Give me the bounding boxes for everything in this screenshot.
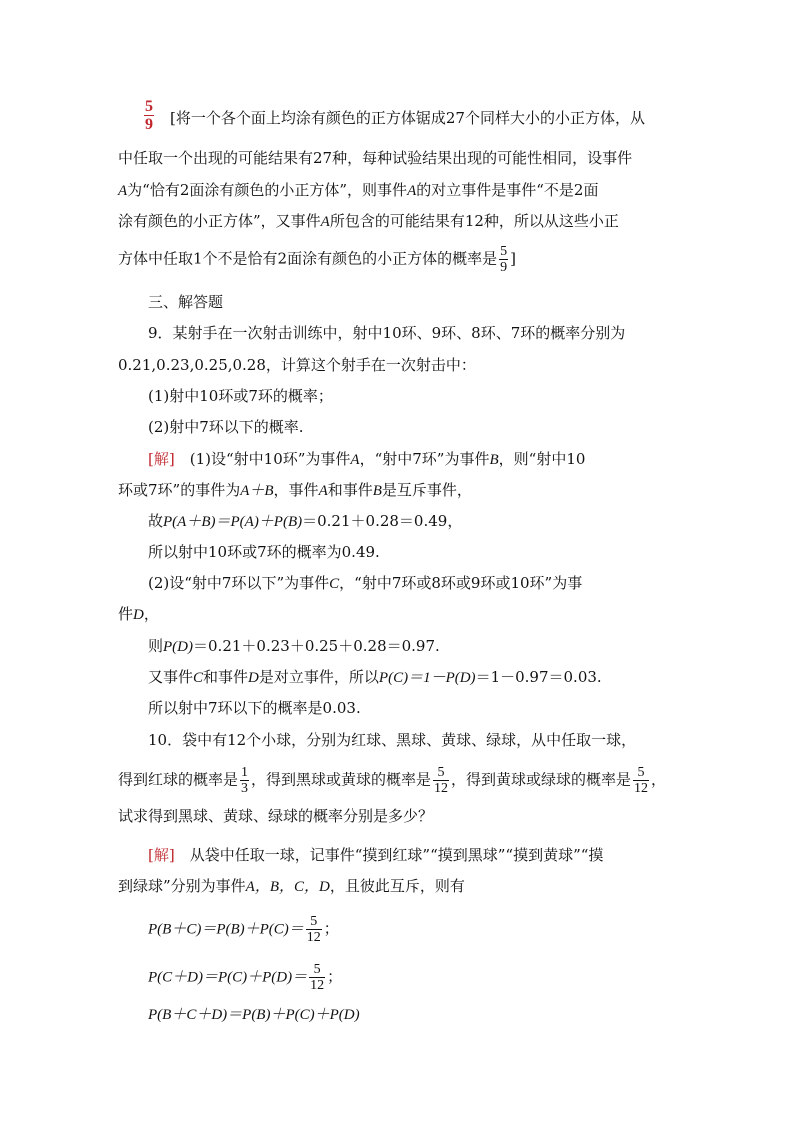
inline-fraction: $\frac{5}{12}$ <box>306 914 321 945</box>
q10-line1: 10．袋中有12个小球，分别为红球、黑球、黄球、绿球，从中任取一球， <box>148 731 637 749</box>
sol9-line6: 件D， <box>118 605 159 623</box>
inline-fraction: $\frac{1}{3}$ <box>241 765 249 796</box>
answer-denominator: 9 <box>145 116 153 133</box>
answer8-line3: A为“恰有2面涂有颜色的小正方体”，则事件A的对立事件是事件“不是2面 <box>118 181 599 199</box>
answer8-line2: 中任取一个出现的可能结果有27种，每种试验结果出现的可能性相同，设事件 <box>118 149 633 167</box>
answer8-line4: 涂有颜色的小正方体”，又事件A所包含的可能结果有12种，所以从这些小正 <box>118 212 619 230</box>
sol10-eq1: P(B＋C)＝P(B)＋P(C)＝ $\frac{5}{12}$ ； <box>148 914 339 945</box>
q10-line2: 得到红球的概率是 $\frac{1}{3}$ ，得到黑球或黄球的概率是 $\frac{5}{12}$ ，得到黄球或绿球的概率是 $\frac{5}{12}$ ， <box>118 765 667 796</box>
q9-line2: 0.21,0.23,0.25,0.28，计算这个射手在一次射击中： <box>118 356 476 374</box>
q9-line4: (2)射中7环以下的概率. <box>148 418 304 436</box>
sol9-line4: 所以射中10环或7环的概率为0.49. <box>148 543 380 561</box>
answer-numerator: 5 <box>145 98 153 115</box>
inline-fraction: $\frac{5}{9}$ <box>500 244 508 275</box>
solution-tag: [解] <box>148 450 175 468</box>
sol9-line7: 则P(D)＝0.21＋0.23＋0.25＋0.28＝0.97. <box>148 637 440 655</box>
sol9-line3: 故P(A＋B)＝P(A)＋P(B)＝0.21＋0.28＝0.49， <box>148 512 463 530</box>
sol10-eq2: P(C＋D)＝P(C)＋P(D)＝ $\frac{5}{12}$ ； <box>148 962 343 993</box>
answer-fraction <box>144 98 154 133</box>
inline-fraction: $\frac{5}{12}$ <box>634 765 649 796</box>
sol10-line1: [解] 从袋中任取一球，记事件“摸到红球”“摸到黑球”“摸到黄球”“摸 <box>148 846 604 864</box>
sol9-line1: [解] (1)设“射中10环”为事件A，“射中7环”为事件B，则“射中10 <box>148 450 586 468</box>
q9-line3: (1)射中10环或7环的概率； <box>148 387 333 405</box>
sol9-line2: 环或7环”的事件为A＋B，事件A和事件B是互斥事件， <box>118 481 472 499</box>
sol10-eq3: P(B＋C＋D)＝P(B)＋P(C)＋P(D) <box>148 1007 360 1023</box>
section-title: 三、解答题 <box>148 293 224 311</box>
answer8-line5: 方体中任取1个不是恰有2面涂有颜色的小正方体的概率是 $\frac{5}{9}$ ] <box>118 244 516 275</box>
solution-tag: [解] <box>148 846 175 864</box>
inline-fraction: $\frac{5}{12}$ <box>310 962 325 993</box>
inline-fraction: $\frac{5}{12}$ <box>434 765 449 796</box>
answer8-line1: [将一个各个面上均涂有颜色的正方体锯成27个同样大小的小正方体，从 <box>170 109 645 127</box>
sol9-line9: 所以射中7环以下的概率是0.03. <box>148 699 361 717</box>
q10-line3: 试求得到黑球、黄球、绿球的概率分别是多少？ <box>118 807 434 825</box>
sol9-line5: (2)设“射中7环以下”为事件C，“射中7环或8环或9环或10环”为事 <box>148 574 583 592</box>
sol9-line8: 又事件C和事件D是对立事件，所以P(C)＝1－P(D)＝1－0.97＝0.03. <box>148 668 602 686</box>
q9-line1: 9．某射手在一次射击训练中，射中10环、9环、8环、7环的概率分别为 <box>148 324 626 342</box>
sol10-line2: 到绿球”分别为事件A，B，C，D，且彼此互斥，则有 <box>118 877 465 895</box>
